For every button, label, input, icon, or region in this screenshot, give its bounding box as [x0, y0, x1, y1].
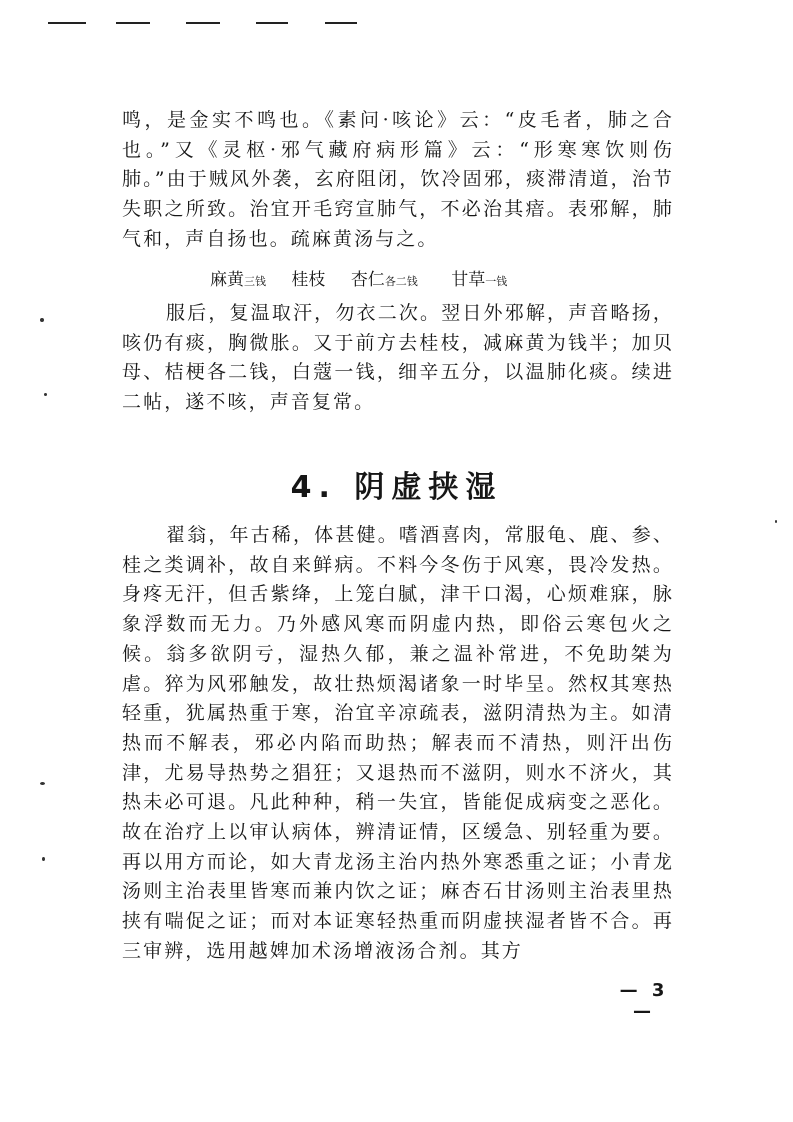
- paragraph-followup: 服后，复温取汗，勿衣二次。翌日外邪解，声音略扬，咳仍有痰，胸微胀。又于前方去桂枝，减麻黄为钱半；加贝母、桔梗各二钱，白蔻一钱，细辛五分，以温肺化痰。续进二帖，遂不咳，声音复常。: [122, 302, 674, 414]
- scan-speck: [42, 857, 45, 861]
- scan-speck: [775, 520, 777, 523]
- herb-dose: 一钱: [485, 275, 508, 288]
- paragraph-case: 翟翁，年古稀，体甚健。嗜酒喜肉，常服龟、鹿、参、桂之类调补，故自来鲜病。不料今冬伤于风寒，畏冷发热。身疼无汗，但舌紫绛，上笼白腻，津干口渴，心烦难寐，脉象浮数而无力。乃外感风寒而阴虚内热，即俗云寒包火之候。翁多欲阴亏，湿热久郁，兼之温补常进，不免助桀为虐。猝为风邪触发，故壮热烦渴诸象一时毕呈。然权其寒热轻重，犹属热重于寒，治宜辛凉疏表，滋阴清热为主。如清热而不解表，邪必内陷而助热；解表而不清热，则汗出伤津，尤易导热势之猖狂；又退热而不滋阴，则水不济火，其热未必可退。凡此种种，稍一失宜，皆能促成病变之恶化。故在治疗上以审认病体，辨清证情，区缓急、别轻重为要。再以用方而论，如大青龙汤主治内热外寒悉重之证；小青龙汤则主治表里皆寒而兼内饮之证；麻杏石甘汤则主治表里热挟有喘促之证；而对本证寒轻热重而阴虚挟湿者皆不合。再三审辨，选用越婢加术汤增液汤合剂。其方: [122, 524, 674, 962]
- prescription-line: [210, 266, 630, 296]
- scan-speck: [40, 318, 44, 322]
- recipe-item: [210, 266, 266, 296]
- recipe-item: [291, 266, 325, 296]
- herb-name: 甘草: [451, 270, 486, 290]
- page-number: — 3 —: [619, 980, 669, 1022]
- herb-name: 杏仁: [350, 270, 385, 290]
- scan-speck: [44, 393, 47, 396]
- herb-dose: 各二钱: [384, 275, 418, 288]
- paragraph-continuation: 鸣，是金实不鸣也。《素问·咳论》云：“皮毛者，肺之合也。”又《灵枢·邪气藏府病形篇》云：“形寒寒饮则伤肺。”由于贼风外袭，玄府阻闭，饮冷固邪，痰滞清道，治节失职之所致。治宜开毛窍宣肺气，不必治其瘖。表邪解，肺气和，声自扬也。疏麻黄汤与之。: [122, 109, 674, 250]
- recipe-item: [451, 266, 507, 296]
- section-heading: 4. 阴虚挟湿: [290, 470, 503, 505]
- scan-speck: [40, 782, 45, 785]
- herb-name: 桂枝: [291, 270, 326, 290]
- herb-dose: 三钱: [244, 275, 266, 288]
- header-rule-marks: [0, 22, 793, 26]
- recipe-item: [351, 266, 418, 296]
- herb-name: 麻黄: [210, 270, 244, 290]
